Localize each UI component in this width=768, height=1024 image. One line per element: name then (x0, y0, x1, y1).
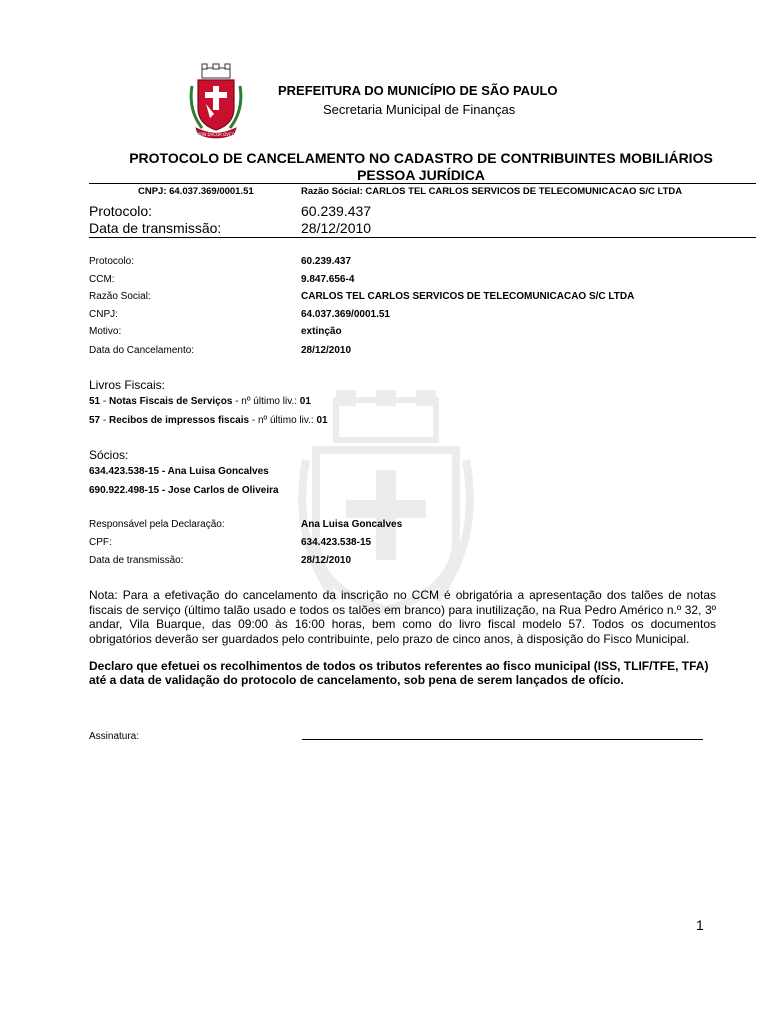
livro-item (89, 415, 328, 426)
socios-heading: Sócios: (89, 448, 129, 462)
page-number: 1 (696, 917, 704, 933)
livro-sep: - (100, 396, 110, 407)
summary-data-value: 28/12/2010 (301, 220, 372, 236)
title-rule (89, 183, 756, 184)
livro-item (89, 396, 311, 407)
detail-value: 60.239.437 (301, 256, 352, 267)
document-title: PROTOCOLO DE CANCELAMENTO NO CADASTRO DE CONTRIBUINTES MOBILIÁRIOS (129, 150, 713, 166)
responsavel-label: Responsável pela Declaração: (89, 519, 225, 530)
detail-label: CCM: (89, 274, 115, 285)
livro-num: 01 (299, 396, 311, 407)
livro-code: 51 (89, 396, 101, 407)
cpf-value: 634.423.538-15 (301, 537, 372, 548)
cpf-label: CPF: (89, 537, 112, 548)
detail-value: 28/12/2010 (301, 345, 352, 356)
coat-of-arms-icon (186, 62, 246, 144)
transmissao-label: Data de transmissão: (89, 555, 184, 566)
detail-label: Razão Social: (89, 291, 151, 302)
signature-line (302, 739, 703, 740)
prefeitura-heading: PREFEITURA DO MUNICÍPIO DE SÃO PAULO (278, 83, 558, 98)
livro-sep: - (100, 415, 110, 426)
summary-rule (89, 237, 756, 238)
detail-label: CNPJ: (89, 309, 118, 320)
socio-item: 634.423.538-15 - Ana Luisa Goncalves (89, 466, 269, 477)
document-subtitle: PESSOA JURÍDICA (357, 167, 485, 183)
livro-code: 57 (89, 415, 101, 426)
livro-mid: - nº último liv.: (249, 415, 317, 426)
summary-protocolo-value: 60.239.437 (301, 203, 372, 219)
detail-label: Data do Cancelamento: (89, 345, 195, 356)
summary-cnpj: CNPJ: 64.037.369/0001.51 (138, 186, 254, 197)
svg-text:NON DVCOR DVCO: NON DVCOR DVCO (197, 132, 235, 137)
summary-protocolo-label: Protocolo: (89, 203, 153, 219)
secretaria-subheading: Secretaria Municipal de Finanças (323, 102, 516, 117)
assinatura-label: Assinatura: (89, 731, 140, 742)
livro-mid: - nº último liv.: (232, 396, 300, 407)
summary-data-label: Data de transmissão: (89, 220, 222, 236)
detail-value: 9.847.656-4 (301, 274, 355, 285)
detail-label: Protocolo: (89, 256, 135, 267)
transmissao-value: 28/12/2010 (301, 555, 352, 566)
detail-value: extinção (301, 326, 342, 337)
livros-heading: Livros Fiscais: (89, 378, 166, 392)
declaracao-paragraph: Declaro que efetuei os recolhimentos de todos os tributos referentes ao fisco municipal (ISS, TLIF/TFE, TFA) até a data de validação do protocolo de cancelamento, sob pena de serem lançados de ofício. (89, 659, 709, 687)
livro-name: Notas Fiscais de Serviços (109, 396, 233, 407)
summary-razao-social: Razão Sócial: CARLOS TEL CARLOS SERVICOS DE TELECOMUNICACAO S/C LTDA (301, 186, 683, 197)
nota-paragraph: Nota: Para a efetivação do cancelamento da inscrição no CCM é obrigatória a apresentação dos talões de notas fiscais de serviço (último talão usado e todos os talões em branco) para inutilização, na Rua Pedro Américo n.º 32, 3º andar, Vila Buarque, das 09:00 às 16:00 horas, bem como do livro fiscal modelo 57. Todos os documentos obrigatórios deverão ser guardados pelo contribuinte, pelo prazo de cinco anos, à disposição do Fisco Municipal. (89, 588, 716, 646)
detail-value: CARLOS TEL CARLOS SERVICOS DE TELECOMUNICACAO S/C LTDA (301, 291, 635, 302)
detail-value: 64.037.369/0001.51 (301, 309, 390, 320)
livro-num: 01 (316, 415, 328, 426)
responsavel-value: Ana Luisa Goncalves (301, 519, 403, 530)
socio-item: 690.922.498-15 - Jose Carlos de Oliveira (89, 485, 279, 496)
detail-label: Motivo: (89, 326, 122, 337)
livro-name: Recibos de impressos fiscais (109, 415, 250, 426)
